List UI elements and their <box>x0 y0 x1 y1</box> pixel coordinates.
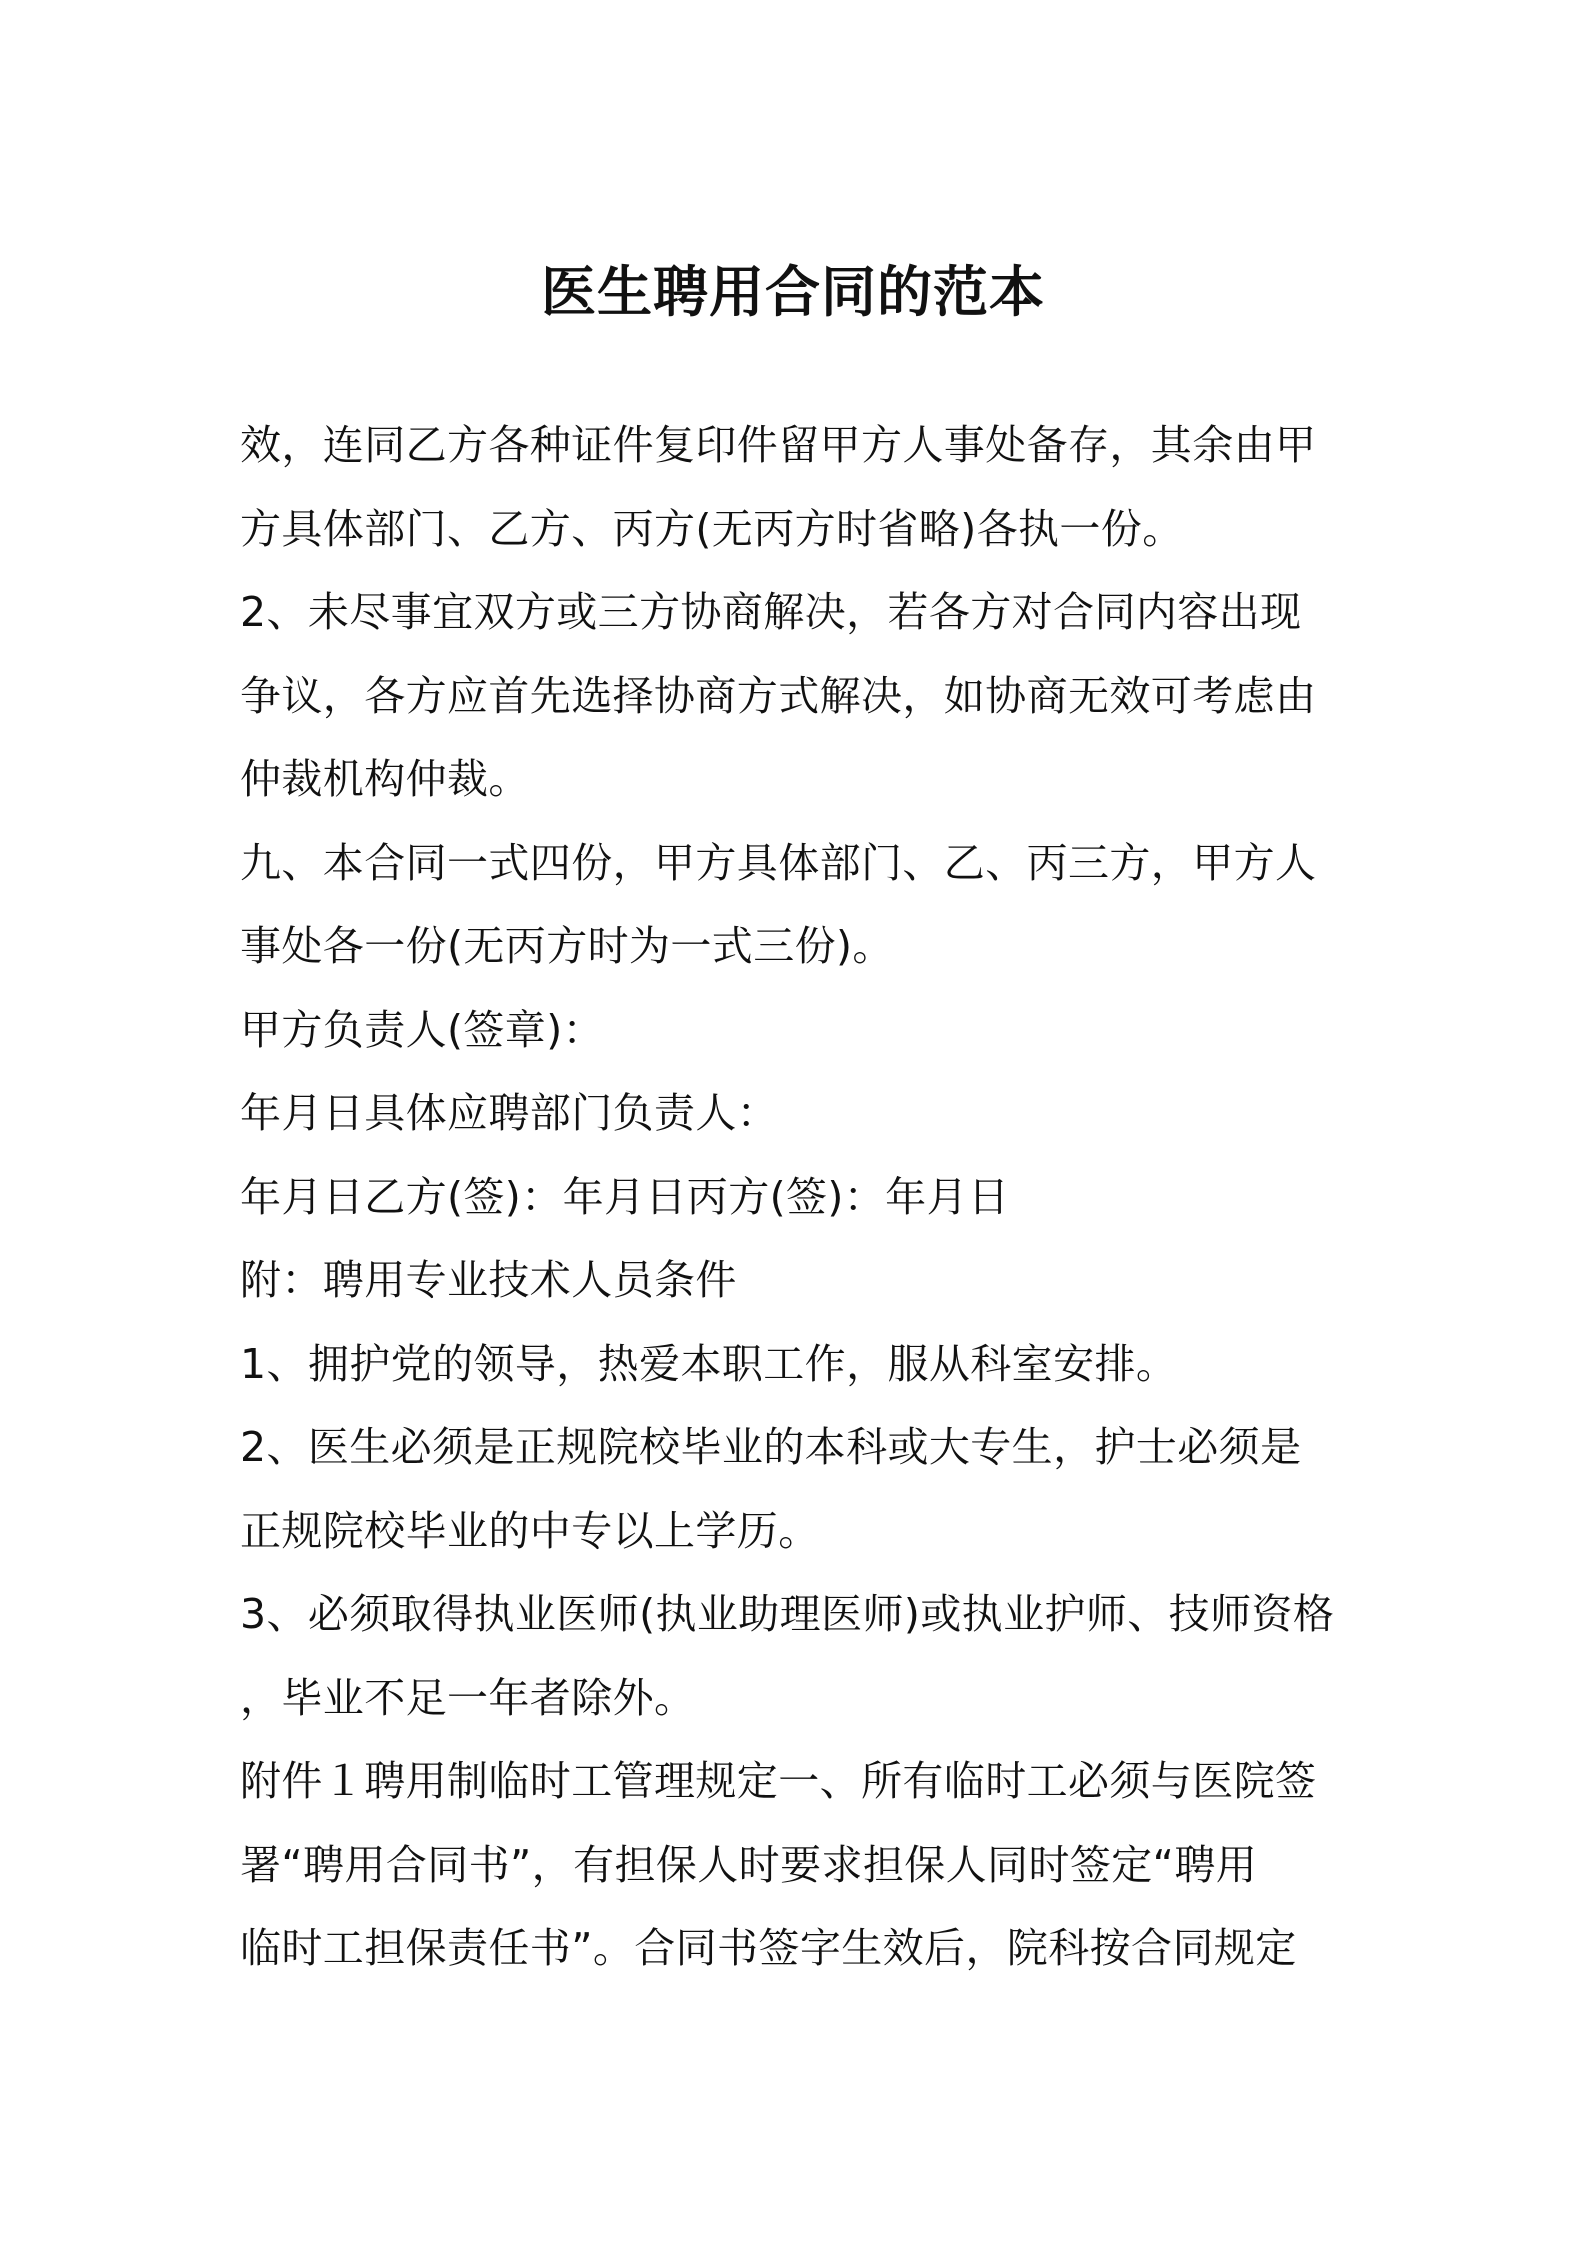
body-line: 署“聘用合同书”，有担保人时要求担保人同时签定“聘用 <box>240 1840 1258 1889</box>
body-line: 3、必须取得执业医师(执业助理医师)或执业护师、技师资格 <box>240 1590 1335 1638</box>
body-line: 2、未尽事宜双方或三方协商解决，若各方对合同内容出现 <box>240 588 1302 636</box>
body-line: 年月日具体应聘部门负责人： <box>240 1089 779 1137</box>
body-line: 争议，各方应首先选择协商方式解决，如协商无效可考虑由 <box>240 671 1317 720</box>
document-title: 医生聘用合同的范本 <box>540 260 1045 324</box>
body-line: 事处各一份(无丙方时为一式三份)。 <box>240 922 894 970</box>
body-line: 效，连同乙方各种证件复印件留甲方人事处备存，其余由甲 <box>240 421 1317 469</box>
body-line: 临时工担保责任书”。合同书签字生效后，院科按合同规定 <box>240 1924 1297 1972</box>
body-line: 九、本合同一式四份，甲方具体部门、乙、丙三方，甲方人 <box>240 838 1317 887</box>
body-line: 附：聘用专业技术人员条件 <box>240 1256 737 1304</box>
body-line: 2、医生必须是正规院校毕业的本科或大专生，护士必须是 <box>240 1423 1302 1471</box>
body-line: ，毕业不足一年者除外。 <box>240 1673 696 1722</box>
body-line: 甲方负责人(签章)： <box>240 1005 604 1054</box>
body-line: 附件１聘用制临时工管理规定一、所有临时工必须与医院签 <box>240 1757 1317 1805</box>
body-line: 方具体部门、乙方、丙方(无丙方时省略)各执一份。 <box>240 504 1184 553</box>
body-line: 1、拥护党的领导，热爱本职工作，服从科室安排。 <box>240 1339 1178 1388</box>
document-body <box>240 404 1360 1991</box>
body-line: 正规院校毕业的中专以上学历。 <box>240 1506 820 1555</box>
body-line: 仲裁机构仲裁。 <box>240 755 530 803</box>
body-line: 年月日乙方(签)：年月日丙方(签)：年月日 <box>240 1172 1010 1221</box>
